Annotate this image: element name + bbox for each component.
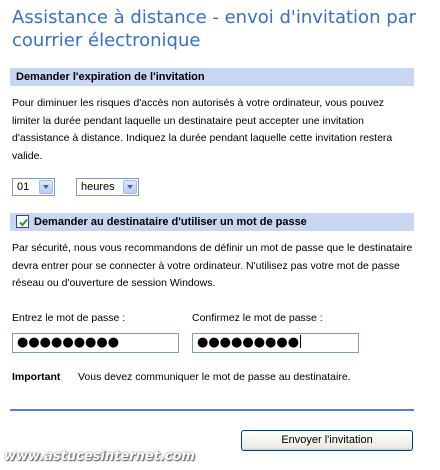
require-password-checkbox[interactable] xyxy=(16,215,29,228)
page-title: Assistance à distance - envoi d'invitation par courrier électronique xyxy=(12,7,417,51)
enter-password-value: ●●●●●●●●● xyxy=(17,335,120,350)
chevron-down-icon[interactable] xyxy=(39,180,53,194)
duration-value-text: 01 xyxy=(17,181,30,193)
confirm-password-input[interactable] xyxy=(192,333,359,353)
confirm-password-label: Confirmez le mot de passe : xyxy=(192,312,323,324)
duration-value-select[interactable] xyxy=(12,178,55,196)
duration-unit-text: heures xyxy=(81,181,115,193)
text-caret xyxy=(300,335,301,348)
send-invitation-button[interactable]: Envoyer l'invitation xyxy=(241,430,413,451)
confirm-password-value: ●●●●●●●●● xyxy=(197,335,300,350)
important-text: Vous devez communiquer le mot de passe au destinataire. xyxy=(78,371,351,383)
password-section-header xyxy=(10,213,414,231)
important-label: Important xyxy=(12,371,61,383)
enter-password-label: Entrez le mot de passe : xyxy=(12,312,126,324)
duration-unit-select[interactable] xyxy=(76,178,139,196)
checkmark-icon xyxy=(18,217,29,228)
password-description: Par sécurité, nous vous recommandons de définir un mot de passe que le destinataire devra entrer pour se connecter à votre ordinateur. N'utilisez pas votre mot de passe réseau ou d'ouverture de session Windows. xyxy=(12,242,413,289)
password-section-title: Demander au destinataire d'utiliser un mot de passe xyxy=(34,216,307,228)
chevron-down-icon[interactable] xyxy=(123,180,137,194)
expiration-section-header: Demander l'expiration de l'invitation xyxy=(10,68,414,86)
watermark: www.astucesinternet.com xyxy=(4,449,195,464)
expiration-description: Pour diminuer les risques d'accès non autorisés à votre ordinateur, vous pouvez limiter la durée pendant laquelle un destinataire peut accepter une invitation d'assistance à distance. Indiquez la durée pendant laquelle cette invitation restera valide. xyxy=(12,97,393,162)
enter-password-input[interactable] xyxy=(12,333,179,353)
divider xyxy=(10,409,414,411)
